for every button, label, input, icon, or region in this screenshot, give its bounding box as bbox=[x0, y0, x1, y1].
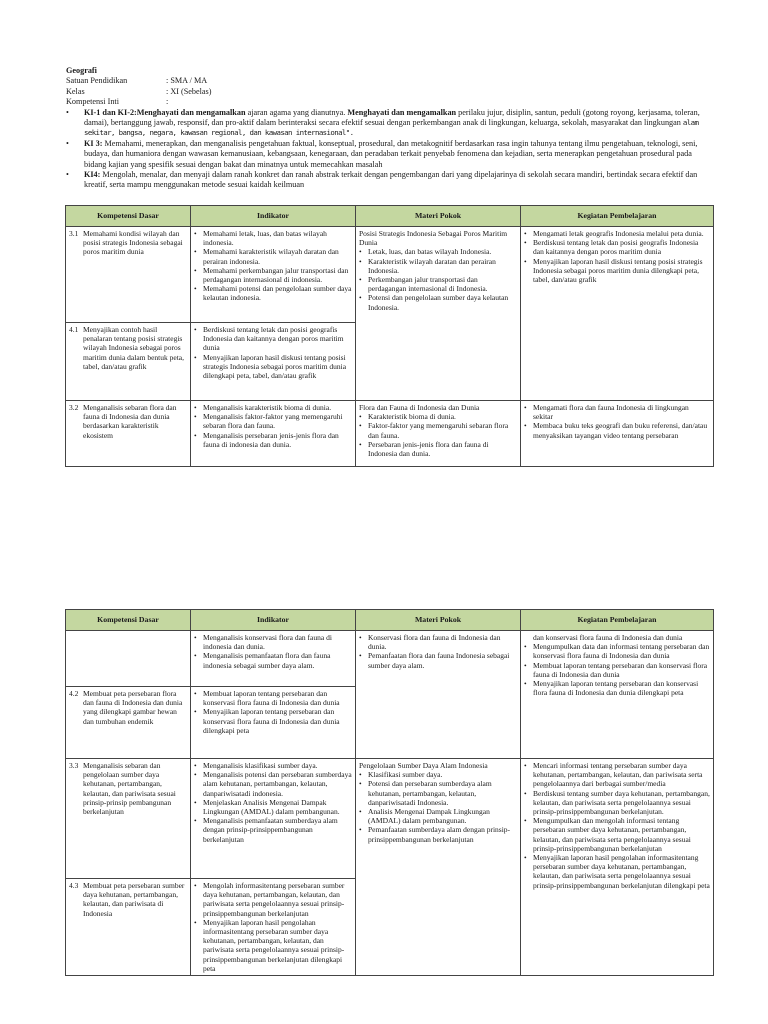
list-item: • Klasifikasi sumber daya. bbox=[359, 770, 517, 779]
list-item: • Berdiskusi tentang letak dan posisi geografis Indonesia dan kaitannya dengan poros maritim dunia bbox=[524, 238, 710, 256]
list-item: • Letak, luas, dan batas wilayah Indonesia. bbox=[359, 247, 517, 256]
list-item: • Karakteristik bioma di dunia. bbox=[359, 412, 517, 421]
list-item: • Menganalisis pemanfaatan flora dan fauna indonesia sebagai sumber daya alam. bbox=[194, 651, 352, 669]
list-item: • Menyajikan laporan hasil diskusi tentang posisi strategis Indonesia sebagai poros maritim dunia dilengkapi peta, tabel, dan/atau grafik bbox=[194, 353, 352, 381]
kegiatan-cell bbox=[521, 401, 714, 467]
indikator-cell bbox=[191, 323, 356, 401]
list-item: • Menganalisis potensi dan persebaran sumberdaya alam kehutanan, pertambangan, kelautan, danpariwisatadi indonesia. bbox=[194, 770, 352, 798]
indikator-cell bbox=[191, 687, 356, 759]
kd-cell: 3.3 Menganalisis sebaran dan pengelolaan sumber daya kehutanan, pertambangan, kelautan, dan pariwisata sesuai prinsip-prinsip pembangunan berkelanjutan bbox=[66, 759, 191, 879]
list-item: • Perkembangan jalur transportasi dan perdagangan internasional di Indonesia. bbox=[359, 275, 517, 293]
table-row bbox=[66, 227, 714, 323]
curriculum-table-2 bbox=[65, 609, 714, 976]
materi-cell: Flora dan Fauna di Indonesia dan Dunia • Karakteristik bioma di dunia. • Faktor-faktor yang memengaruhi sebaran flora dan fauna. • Persebaran jenis-jenis flora dan fauna di Indonesia dan dunia. bbox=[356, 401, 521, 467]
ki-item: • KI4: Mengolah, menalar, dan menyaji dalam ranah konkret dan ranah abstrak terkait dengan pengembangan dari yang dipelajarinya di sekolah secara mandiri, bertindak secara efektif dan kreatif, serta mampu menggunakan metode sesuai kaidah keilmuan bbox=[66, 170, 698, 190]
kd-cell: 3.1 Memahami kondisi wilayah dan posisi strategis Indonesia sebagai poros maritim dunia bbox=[66, 227, 191, 323]
handwritten-text: alam sekitar, bangsa, negara, kawasan regional, dan kawasan internasional". bbox=[84, 118, 699, 138]
indikator-cell bbox=[191, 631, 356, 687]
list-item: • Mengumpulkan dan mengolah informasi tentang persebaran sumber daya kehutanan, pertambangan, kelautan, dan pariwisata serta pengelolaannya sesuai prinsip-prinsippembangunan berkelanjutan bbox=[524, 816, 710, 853]
list-item: • Membuat laporan tentang persebaran dan konservasi flora fauna di Indonesia dan dunia bbox=[194, 689, 352, 707]
list-item: • Menganalisis pemanfaatan sumberdaya alam dengan prinsip-prinsippembangunan berkelanjutan bbox=[194, 816, 352, 844]
ki-item: • KI-1 dan KI-2:Menghayati dan mengamalkan ajaran agama yang dianutnya. Menghayati dan mengamalkan perilaku jujur, disiplin, santun, peduli (gotong royong, kerjasama, toleran, damai), bertanggung jawab, responsif, dan pro-aktif dalam berinteraksi secara efektif sesuai dengan perkembangan anak di lingkungan, keluarga, sekolah, masyarakat dan lingkungan alam sekitar, bangsa, negara, kawasan regional, dan kawasan internasional". bbox=[66, 107, 700, 138]
list-item: • Konservasi flora dan fauna di Indonesia dan dunia. bbox=[359, 633, 517, 651]
list-item: • Analisis Mengenai Dampak Lingkungan (AMDAL) dalam pembangunan. bbox=[359, 807, 517, 825]
list-item: • Memahami potensi dan pengelolaan sumber daya kelautan indonesia. bbox=[194, 284, 352, 302]
list-item: • Menganalisis karakteristik bioma di dunia. bbox=[194, 403, 352, 412]
indikator-cell bbox=[191, 879, 356, 976]
materi-cell: Pengelolaan Sumber Daya Alam Indonesia • Klasifikasi sumber daya. • Potensi dan persebaran sumberdaya alam kehutanan, pertambangan, kelautan, danpariwisatadi Indonesia. • Analisis Mengenai Dampak Lingkungan (AMDAL) dalam pembangunan. • Pemanfaatan sumberdaya alam dengan prinsip-prinsippembangunan berkelanjutan bbox=[356, 759, 521, 976]
kegiatan-cell bbox=[521, 759, 714, 976]
table-header-row bbox=[66, 206, 714, 227]
info-row: Satuan Pendidikan : SMA / MA bbox=[66, 76, 208, 86]
table-row bbox=[66, 631, 714, 687]
list-item: • Mengamati letak geografis Indonesia melalui peta dunia. bbox=[524, 229, 710, 238]
col-header: Indikator bbox=[191, 206, 356, 227]
kd-cell bbox=[66, 631, 191, 687]
list-item: • Potensi dan pengelolaan sumber daya kelautan Indonesia. bbox=[359, 293, 517, 311]
table-row bbox=[66, 759, 714, 879]
list-item: • Menganalisis persebaran jenis-jenis flora dan fauna di indonesia dan dunia. bbox=[194, 431, 352, 449]
list-item: • Berdiskusi tentang sumber daya kehutanan, pertambangan, kelautan, dan pariwisata serta pengelolaannya sesuai prinsip-prinsippembangunan berkelanjutan. bbox=[524, 789, 710, 817]
kd-cell: 4.1 Menyajikan contoh hasil penalaran tentang posisi strategis wilayah Indonesia sebagai poros maritim dunia dalam bentuk peta, tabel, dan/atau grafik bbox=[66, 323, 191, 401]
list-item: • Menganalisis konservasi flora dan fauna di indonesia dan dunia. bbox=[194, 633, 352, 651]
kegiatan-cell bbox=[521, 227, 714, 401]
list-item: • Menganalisis faktor-faktor yang memengaruhi sebaran flora dan fauna. bbox=[194, 412, 352, 430]
col-header: Indikator bbox=[191, 610, 356, 631]
list-item: • Mengumpulkan data dan informasi tentang persebaran dan konservasi flora fauna di Indonesia dan dunia bbox=[524, 642, 710, 660]
list-item: • Potensi dan persebaran sumberdaya alam kehutanan, pertambangan, kelautan, danpariwisatadi Indonesia. bbox=[359, 779, 517, 807]
list-item: • Mencari informasi tentang persebaran sumber daya kehutanan, pertambangan, kelautan, dan pariwisata serta pengelolaannya dari berbagai sumber/media bbox=[524, 761, 710, 789]
list-item: • Mengamati flora dan fauna Indonesia di lingkungan sekitar bbox=[524, 403, 710, 421]
list-item: • Menyajikan laporan tentang persebaran dan konservasi flora fauna di Indonesia dan dunia dilengkapi peta bbox=[194, 707, 352, 735]
col-header: Materi Pokok bbox=[356, 610, 521, 631]
indikator-cell bbox=[191, 227, 356, 323]
subject-title: Geografi bbox=[66, 66, 97, 75]
list-item: • Pemanfaatan flora dan fauna Indonesia sebagai sumber daya alam. bbox=[359, 651, 517, 669]
kd-cell: 4.2 Membuat peta persebaran flora dan fauna di Indonesia dan dunia yang dilengkapi gambar hewan dan tumbuhan endemik bbox=[66, 687, 191, 759]
document-header bbox=[66, 66, 716, 191]
indikator-cell bbox=[191, 401, 356, 467]
info-row: Kompetensi Inti : bbox=[66, 97, 169, 107]
list-item: • Memahami letak, luas, dan batas wilayah indonesia. bbox=[194, 229, 352, 247]
list-item: • Berdiskusi tentang letak dan posisi geografis Indonesia dan kaitannya dengan poros maritim dunia bbox=[194, 325, 352, 353]
materi-cell bbox=[356, 631, 521, 759]
table-header-row bbox=[66, 610, 714, 631]
curriculum-table-1 bbox=[65, 205, 714, 467]
table-row bbox=[66, 401, 714, 467]
list-item: • Memahami perkembangan jalur transportasi dan perdagangan internasional di indonesia. bbox=[194, 266, 352, 284]
list-item: • Menjelaskan Analisis Mengenai Dampak Lingkungan (AMDAL) dalam pembangunan. bbox=[194, 798, 352, 816]
list-item: • Membuat laporan tentang persebaran dan konservasi flora fauna di Indonesia dan dunia bbox=[524, 661, 710, 679]
list-item: • Mengolah informasitentang persebaran sumber daya kehutanan, pertambangan, kelautan, dan pariwisata serta pengelolaannya sesuai prinsip-prinsippembangunan berkelanjutan bbox=[194, 881, 352, 918]
col-header: Materi Pokok bbox=[356, 206, 521, 227]
kegiatan-cell: dan konservasi flora fauna di Indonesia dan dunia • Mengumpulkan data dan informasi tentang persebaran dan konservasi flora fauna di Indonesia dan dunia • Membuat laporan tentang persebaran dan konservasi flora fauna di Indonesia dan dunia • Menyajikan laporan tentang persebaran dan konservasi flora fauna di Indonesia dan dunia dilengkapi peta bbox=[521, 631, 714, 759]
list-item: • Menyajikan laporan tentang persebaran dan konservasi flora fauna di Indonesia dan dunia dilengkapi peta bbox=[524, 679, 710, 697]
col-header: Kegiatan Pembelajaran bbox=[521, 206, 714, 227]
materi-cell: Posisi Strategis Indonesia Sebagai Poros Maritim Dunia • Letak, luas, dan batas wilayah Indonesia. • Karakteristik wilayah daratan dan perairan Indonesia. • Perkembangan jalur transportasi dan perdagangan internasional di Indonesia. • Potensi dan pengelolaan sumber daya kelautan Indonesia. bbox=[356, 227, 521, 401]
col-header: Kompetensi Dasar bbox=[66, 206, 191, 227]
kd-cell: 3.2 Menganalisis sebaran flora dan fauna di Indonesia dan dunia berdasarkan karakteristik ekosistem bbox=[66, 401, 191, 467]
list-item: • Persebaran jenis-jenis flora dan fauna di Indonesia dan dunia. bbox=[359, 440, 517, 458]
list-item: • Menyajikan laporan hasil pengolahan informasitentang persebaran sumber daya kehutanan, pertambangan, kelautan, dan pariwisata serta pengelolaannya sesuai prinsip-prinsippembangunan berkelanjutan dilengkapi peta bbox=[524, 853, 710, 890]
list-item: • Menganalisis klasifikasi sumber daya. bbox=[194, 761, 352, 770]
ki-item: • KI 3: Memahami, menerapkan, dan menganalisis pengetahuan faktual, konseptual, prosedural, dan metakognitif berdasarkan rasa ingin tahunya tentang ilmu pengetahuan, teknologi, seni, budaya, dan humaniora dengan wawasan kemanusiaan, kebangsaan, kenegaraan, dan peradaban terkait penyebab fenomena dan kejadian, serta menerapkan pengetahuan prosedural pada bidang kajian yang spesifik sesuai dengan bakat dan minatnya untuk memecahkan masalah bbox=[66, 138, 698, 169]
info-row: Kelas : XI (Sebelas) bbox=[66, 86, 212, 96]
list-item: • Faktor-faktor yang memengaruhi sebaran flora dan fauna. bbox=[359, 421, 517, 439]
list-item: • Karakteristik wilayah daratan dan perairan Indonesia. bbox=[359, 257, 517, 275]
list-item: • Memahami karakteristik wilayah daratan dan perairan indonesia. bbox=[194, 247, 352, 265]
col-header: Kegiatan Pembelajaran bbox=[521, 610, 714, 631]
list-item: • Menyajikan laporan hasil diskusi tentang posisi strategis Indonesia sebagai poros maritim dunia dilengkapi peta, tabel, dan/atau grafik bbox=[524, 257, 710, 285]
list-item: • Pemanfaatan sumberdaya alam dengan prinsip-prinsippembangunan berkelanjutan bbox=[359, 825, 517, 843]
list-item: • Menyajikan laporan hasil pengolahan informasitentang persebaran sumber daya kehutanan, pertambangan, kelautan, dan pariwisata serta pengelolaannya sesuai prinsip-prinsippembangunan berkelanjutan dilengkapi peta bbox=[194, 918, 352, 973]
list-item: • Membaca buku teks geografi dan buku referensi, dan/atau menyaksikan tayangan video tentang persebaran bbox=[524, 421, 710, 439]
kd-cell: 4.3 Membuat peta persebaran sumber daya kehutanan, pertambangan, kelautan, dan pariwisata di Indonesia bbox=[66, 879, 191, 976]
indikator-cell bbox=[191, 759, 356, 879]
col-header: Kompetensi Dasar bbox=[66, 610, 191, 631]
